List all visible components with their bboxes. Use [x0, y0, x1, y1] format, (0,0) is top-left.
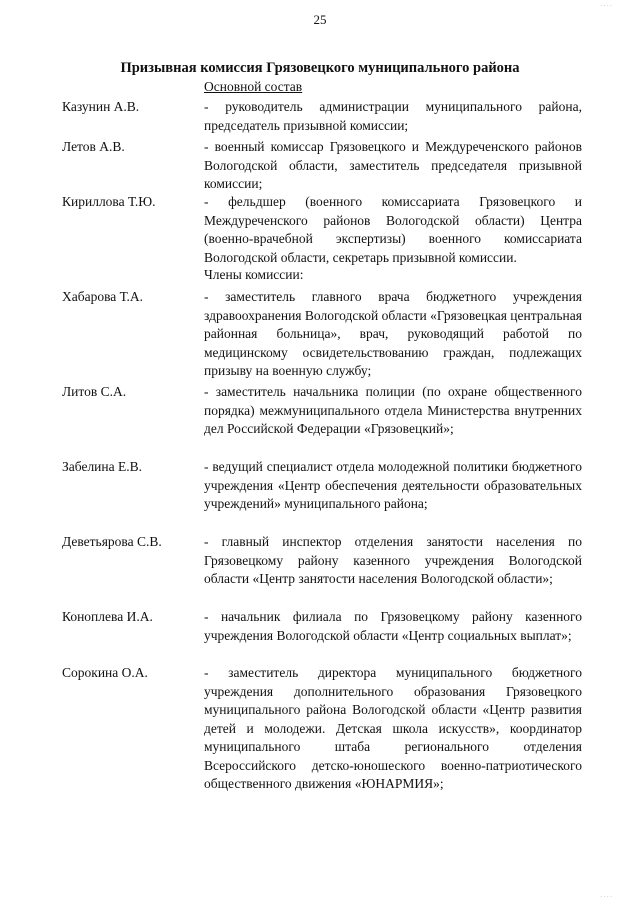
person-role: - заместитель начальника полиции (по охране общественного порядка) межмуниципального отдела Министерства внутренних дел Российской Федерации «Грязовецкий»;: [204, 384, 582, 436]
scan-mark: ····: [600, 2, 614, 10]
person-name: Деветьярова С.В.: [62, 534, 162, 549]
person-role: - руководитель администрации муниципального района, председатель призывной комиссии;: [204, 99, 582, 133]
person-name: Коноплева И.А.: [62, 609, 153, 624]
person-role: - заместитель директора муниципального бюджетного учреждения дополнительного образования Грязовецкого муниципального района Вологодской области «Центр развития детей и молодежи. Детская школа искусств», координатор муниципального штаба регионального отделения Всероссийского детско-юношеского военно-патриотического общественного движения «ЮНАРМИЯ»;: [204, 665, 582, 791]
page-number: 25: [313, 12, 327, 27]
person-name: Литов С.А.: [62, 384, 127, 399]
person-name: Сорокина О.А.: [62, 665, 148, 680]
person-role: - начальник филиала по Грязовецкому району казенного учреждения Вологодской области «Центр социальных выплат»;: [204, 609, 582, 643]
person-role: - заместитель главного врача бюджетного учреждения здравоохранения Вологодской области «Грязовецкая центральная районная больница», врач, руководящий работой по медицинскому освидетельствованию граждан, подлежащих призыву на военную службу;: [204, 289, 582, 378]
scan-mark: ····: [600, 893, 614, 901]
members-label: Члены комиссии:: [204, 267, 304, 282]
person-name: Забелина Е.В.: [62, 459, 142, 474]
person-role: - ведущий специалист отдела молодежной политики бюджетного учреждения «Центр обеспечения деятельности образовательных учреждений» муниципального района;: [204, 459, 582, 511]
person-role: - фельдшер (военного комиссариата Грязовецкого и Междуреченского районов Вологодской области) Центра (военно-врачебной экспертизы) военного комиссариата Вологодской области, секретарь призывной комиссии.: [204, 194, 582, 265]
person-role: - главный инспектор отделения занятости населения по Грязовецкому району казенного учреждения Вологодской области «Центр занятости населения Вологодской области»;: [204, 534, 582, 586]
person-name: Кириллова Т.Ю.: [62, 194, 156, 209]
person-role: - военный комиссар Грязовецкого и Междуреченского районов Вологодской области, заместитель председателя призывной комиссии;: [204, 139, 582, 191]
person-name: Хабарова Т.А.: [62, 289, 144, 304]
section-subtitle: Основной состав: [204, 79, 303, 94]
person-name: Летов А.В.: [62, 139, 125, 154]
document-title: Призывная комиссия Грязовецкого муниципального района: [120, 60, 520, 76]
person-name: Казунин А.В.: [62, 99, 140, 114]
